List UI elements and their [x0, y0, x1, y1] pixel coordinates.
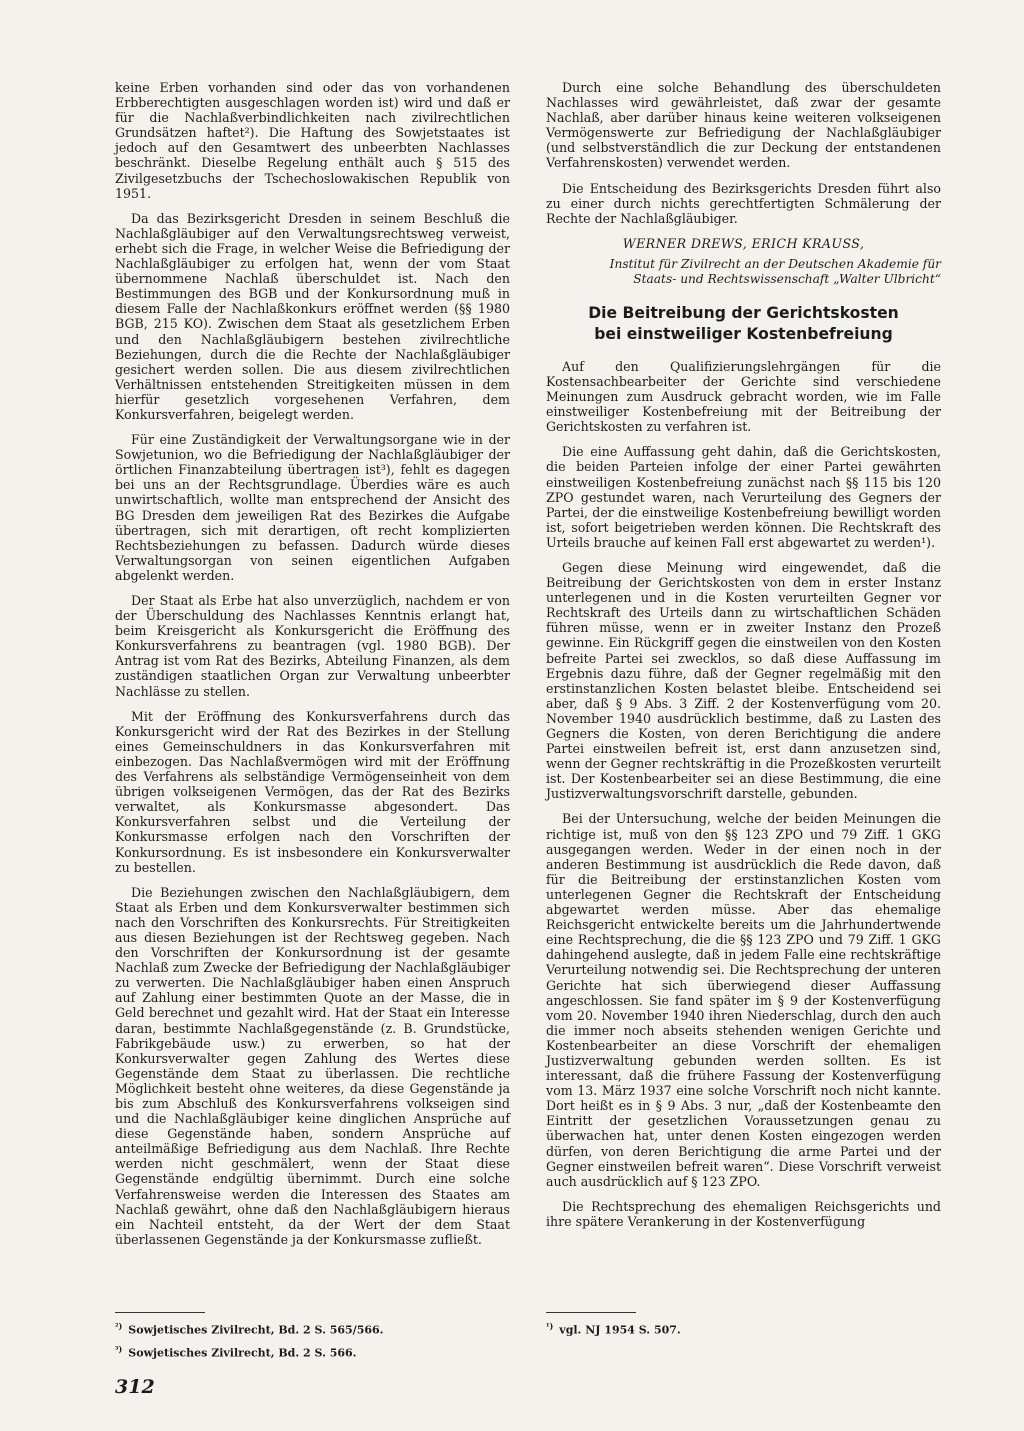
- article-heading-line-2: bei einstweiliger Kostenbefreiung: [594, 324, 893, 343]
- right-footnotes: [546, 1312, 941, 1342]
- article-heading: [546, 303, 941, 345]
- footnote-mark: ¹): [546, 1321, 554, 1331]
- body-paragraph: Die Beziehungen zwischen den Nachlaßgläubigern, dem Staat als Erben und dem Konkursverwalter bestimmen sich nach den Vorschriften des Konkursrechts. Für Streitigkeiten aus diesen Beziehungen ist der Rechtsweg gegeben. Nach den Vorschriften der Konkursordnung ist der gesamte Nachlaß zum Zwecke der Befriedigung der Nachlaßgläubiger zu verwerten. Die Nachlaßgläubiger haben einen Anspruch auf Zahlung einer bestimmten Quote an der Masse, die in Geld berechnet und gezahlt wird. Hat der Staat ein Interesse daran, bestimmte Nachlaßgegenstände (z. B. Grundstücke, Fabrikgebäude usw.) zu erwerben, so hat der Konkursverwalter gegen Zahlung des Wertes diese Gegenstände dem Staat zu überlassen. Die rechtliche Möglichkeit besteht ohne weiteres, da diese Gegenstände ja bis zum Abschluß des Konkursverfahrens volkseigen sind und die Nachlaßgläubiger keine dinglichen Ansprüche auf diese Gegenstände haben, sondern Ansprüche auf anteilmäßige Befriedigung aus dem Nachlaß. Ihre Rechte werden nicht geschmälert, wenn der Staat diese Gegenstände endgültig übernimmt. Durch eine solche Verfahrensweise werden die Interessen des Staates am Nachlaß gewährt, ohne daß den Nachlaßgläubigern hieraus ein Nachteil entsteht, da der Wert der dem Staat überlassenen Gegenstände ja der Konkursmasse zufließt.: [115, 884, 510, 1247]
- author-affiliation-line-2: Staats- und Rechtswissenschaft „Walter Ulbricht“: [633, 271, 941, 286]
- body-paragraph: Die Entscheidung des Bezirksgerichts Dresden führt also zu einer durch nichts gerechtfertigten Schmälerung der Rechte der Nachlaßgläubiger.: [546, 180, 941, 226]
- footnote-text: Sowjetisches Zivilrecht, Bd. 2 S. 565/566.: [128, 1323, 384, 1337]
- page-number: 312: [115, 1376, 155, 1398]
- body-paragraph: Durch eine solche Behandlung des überschuldeten Nachlasses wird gewährleistet, daß zwar der gesamte Nachlaß, aber darüber hinaus keine weiteren volkseigenen Vermögenswerte zur Befriedigung der Nachlaßgläubiger (und selbstverständlich die zur Deckung der entstandenen Verfahrenskosten) verwendet werden.: [546, 80, 941, 171]
- body-paragraph: Gegen diese Meinung wird eingewendet, daß die Beitreibung der Gerichtskosten von dem in erster Instanz unterlegenen und in die Kosten verurteilten Gegner vor Rechtskraft des Urteils dann zu wirtschaftlichen Schäden führen müsse, wenn er in zweiter Instanz den Prozeß gewinne. Ein Rückgriff gegen die einstweilen von den Kosten befreite Partei sei zwecklos, so daß diese Auffassung im Ergebnis dazu führe, daß der Gegner regelmäßig mit den erstinstanzlichen Kosten belastet bleibe. Entscheidend sei aber, daß § 9 Abs. 3 Ziff. 2 der Kostenverfügung vom 20. November 1940 ausdrücklich bestimme, daß zu Lasten des Gegners die Kosten, von deren Berichtigung die andere Partei einstweilen befreit ist, erst dann anzusetzen sind, wenn der Gegner rechtskräftig in die Prozeßkosten verurteilt ist. Der Kostenbearbeiter sei an diese Bestimmung, die eine Justizverwaltungsvorschrift darstelle, gebunden.: [546, 559, 941, 802]
- body-paragraph: keine Erben vorhanden sind oder das von vorhandenen Erbberechtigten ausgeschlagen worden ist) wird und daß er für die Nachlaßverbindlichkeiten nach zivilrechtlichen Grundsätzen haftet²). Die Haftung des Sowjetstaates ist jedoch auf den Gesamtwert des unbeerbten Nachlasses beschränkt. Dieselbe Regelung enthält auch § 515 des Zivilgesetzbuchs der Tschechoslowakischen Republik von 1951.: [115, 80, 510, 201]
- body-paragraph: Bei der Untersuchung, welche der beiden Meinungen die richtige ist, muß von den §§ 123 ZPO und 79 Ziff. 1 GKG ausgegangen werden. Weder in der einen noch in der anderen Bestimmung ist ausdrücklich die Rede davon, daß für die Beitreibung der erstinstanzlichen Kosten vom unterlegenen Gegner die Rechtskraft der Entscheidung abgewartet werden müsse. Aber das ehemalige Reichsgericht entwickelte bereits um die Jahrhundertwende eine Rechtsprechung, die die §§ 123 ZPO und 79 Ziff. 1 GKG dahingehend auslegte, daß in jedem Falle eine rechtskräftige Verurteilung notwendig sei. Die Rechtsprechung der unteren Gerichte hat sich überwiegend dieser Auffassung angeschlossen. Sie fand später im § 9 der Kostenverfügung vom 20. November 1940 ihren Niederschlag, durch den auch die immer noch abseits stehenden wenigen Gerichte und Kostenbearbeiter an diese Vorschrift der ehemaligen Justizverwaltung gebunden werden sollten. Es ist interessant, daß die frühere Fassung der Kostenverfügung vom 13. März 1937 eine solche Vorschrift noch nicht kannte. Dort heißt es in § 9 Abs. 3 nur, „daß der Kostenbeamte den Eintritt der gesetzlichen Voraussetzungen genau zu überwachen hat, unter denen Kosten eingezogen werden dürfen, von deren Berichtigung die arme Partei und der Gegner einstweilen befreit waren“. Diese Vorschrift verweist auch ausdrücklich auf § 123 ZPO.: [546, 811, 941, 1189]
- footnote: [115, 1342, 510, 1361]
- right-column: [546, 80, 941, 1239]
- body-paragraph: Mit der Eröffnung des Konkursverfahrens durch das Konkursgericht wird der Rat des Bezirkes in der Stellung eines Gemeinschuldners in das Konkursverfahren mit einbezogen. Das Nachlaßvermögen wird mit der Eröffnung des Verfahrens als selbständige Vermögenseinheit von dem übrigen volkseigenen Vermögen, das der Rat des Bezirks verwaltet, als Konkursmasse abgesondert. Das Konkursverfahren selbst und die Verteilung der Konkursmasse erfolgen nach den Vorschriften der Konkursordnung. Es ist insbesondere ein Konkursverwalter zu bestellen.: [115, 708, 510, 875]
- footnote: [115, 1319, 510, 1338]
- footnote-mark: ²): [115, 1321, 123, 1331]
- author-affiliation-line-1: Institut für Zivilrecht an der Deutschen Akademie für: [609, 256, 941, 271]
- body-paragraph: Die Rechtsprechung des ehemaligen Reichsgerichts und ihre spätere Verankerung in der Kostenverfügung: [546, 1198, 941, 1229]
- footnote-divider: [546, 1312, 636, 1313]
- left-footnotes: [115, 1312, 510, 1364]
- footnote-text: vgl. NJ 1954 S. 507.: [559, 1323, 681, 1337]
- article-heading-line-1: Die Beitreibung der Gerichtskosten: [588, 303, 899, 322]
- footnote: [546, 1319, 941, 1338]
- body-paragraph: Da das Bezirksgericht Dresden in seinem Beschluß die Nachlaßgläubiger auf den Verwaltungsrechtsweg verweist, erhebt sich die Frage, in welcher Weise die Befriedigung der Nachlaßgläubiger zu erfolgen hat, wenn der vom Staat übernommene Nachlaß überschuldet ist. Nach den Bestimmungen des BGB und der Konkursordnung muß in diesem Falle der Nachlaßkonkurs eröffnet werden (§§ 1980 BGB, 215 KO). Zwischen dem Staat als gesetzlichem Erben und den Nachlaßgläubigern bestehen zivilrechtliche Beziehungen, durch die die Rechte der Nachlaßgläubiger gesichert werden sollen. Die aus diesem zivilrechtlichen Verhältnissen entstehenden Streitigkeiten müssen in dem hierfür gesetzlich vorgesehenen Verfahren, dem Konkursverfahren, beigelegt werden.: [115, 210, 510, 422]
- body-paragraph: Auf den Qualifizierungslehrgängen für die Kostensachbearbeiter der Gerichte sind verschiedene Meinungen zum Ausdruck gebracht worden, wie im Falle einstweiliger Kostenbefreiung mit der Beitreibung der Gerichtskosten zu verfahren ist.: [546, 358, 941, 435]
- left-column: [115, 80, 510, 1257]
- body-paragraph: Für eine Zuständigkeit der Verwaltungsorgane wie in der Sowjetunion, wo die Befriedigung der Nachlaßgläubiger der örtlichen Finanzabteilung übertragen ist³), fehlt es dagegen bei uns an der Rechtsgrundlage. Überdies wäre es auch unwirtschaftlich, wollte man entsprechend der Ansicht des BG Dresden dem jeweiligen Rat des Bezirkes die Aufgabe übertragen, sich mit derartigen, oft recht komplizierten Rechtsbeziehungen zu befassen. Dadurch würde dieses Verwaltungsorgan von seinen eigentlichen Aufgaben abgelenkt werden.: [115, 432, 510, 583]
- footnote-divider: [115, 1312, 205, 1313]
- body-paragraph: Der Staat als Erbe hat also unverzüglich, nachdem er von der Überschuldung des Nachlasses Kenntnis erlangt hat, beim Kreisgericht als Konkursgericht die Eröffnung des Konkursverfahrens zu beantragen (vgl. 1980 BGB). Der Antrag ist vom Rat des Bezirks, Abteilung Finanzen, als dem zuständigen staatlichen Organ zur Verwaltung unbeerbter Nachlässe zu stellen.: [115, 593, 510, 699]
- body-paragraph: Die eine Auffassung geht dahin, daß die Gerichtskosten, die beiden Parteien infolge der einer Partei gewährten einstweiligen Kostenbefreiung zunächst nach §§ 115 bis 120 ZPO gestundet waren, nach Verurteilung des Gegners der Partei, der die einstweilige Kostenbefreiung bewilligt worden ist, sofort beigetrieben werden können. Die Rechtskraft des Urteils brauche auf keinen Fall erst abgewartet zu werden¹).: [546, 444, 941, 550]
- author-signature: WERNER DREWS, ERICH KRAUSS,: [622, 235, 865, 251]
- footnote-mark: ³): [115, 1343, 123, 1354]
- footnote-text: Sowjetisches Zivilrecht, Bd. 2 S. 566.: [128, 1346, 357, 1360]
